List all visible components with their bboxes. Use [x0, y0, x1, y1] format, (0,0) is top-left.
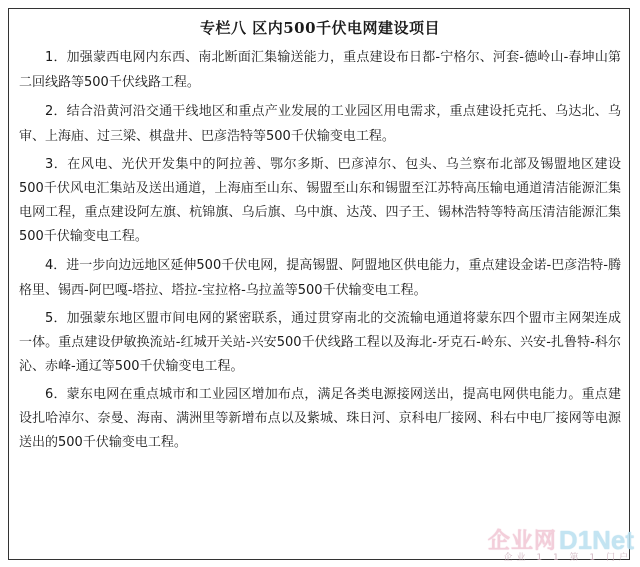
list-item-6: 6．蒙东电网在重点城市和工业园区增加布点，满足各类电源接网送出，提高电网供电能力。重点建设扎哈淖尔、奈曼、海南、满洲里等新增布点以及紫城、珠日河、京科电厂接网、科右中电厂接网等电源送出的500千伏输变电工程。 — [19, 387, 621, 450]
list-item-5: 5．加强蒙东地区盟市间电网的紧密联系，通过贯穿南北的交流输电通道将蒙东四个盟市主网架连成一体。重点建设伊敏换流站-红城开关站-兴安500千伏线路工程以及海北-牙克石-岭东、兴安-扎鲁特-科尔沁、赤峰-通辽等500千伏输变电工程。 — [19, 311, 621, 374]
watermark-en: D1Net — [558, 525, 634, 555]
watermark-subtitle: 企业 1 1 第 1 门户 — [503, 553, 632, 563]
list-item-3: 3．在风电、光伏开发集中的阿拉善、鄂尔多斯、巴彦淖尔、包头、乌兰察布北部及锡盟地区建设500千伏风电汇集站及送出通道，上海庙至山东、锡盟至山东和锡盟至江苏特高压输电通道清洁能源汇集电网工程，重点建设阿左旗、杭锦旗、乌后旗、乌中旗、达茂、四子王、锡林浩特等特高压清洁能源汇集500千伏输变电工程。 — [19, 157, 621, 244]
document-box — [8, 8, 630, 560]
watermark-cn: 企业网 — [487, 529, 557, 554]
list-item-2: 2．结合沿黄河沿交通干线地区和重点产业发展的工业园区用电需求，重点建设托克托、乌达北、乌审、上海庙、过三梁、棋盘井、巴彦浩特等500千伏输变电工程。 — [19, 104, 621, 144]
document-title: 专栏八 区内500千伏电网建设项目 — [199, 19, 441, 37]
watermark-logo — [488, 527, 634, 563]
list-item-4: 4．进一步向边远地区延伸500千伏电网，提高锡盟、阿盟地区供电能力，重点建设金诺-巴彦浩特-腾格里、锡西-阿巴嘎-塔拉、塔拉-宝拉格-乌拉盖等500千伏输变电工程。 — [19, 258, 621, 298]
list-item-1: 1．加强蒙西电网内东西、南北断面汇集输送能力，重点建设布日都-宁格尔、河套-德岭山-春坤山第二回线路等500千伏线路工程。 — [19, 50, 621, 90]
